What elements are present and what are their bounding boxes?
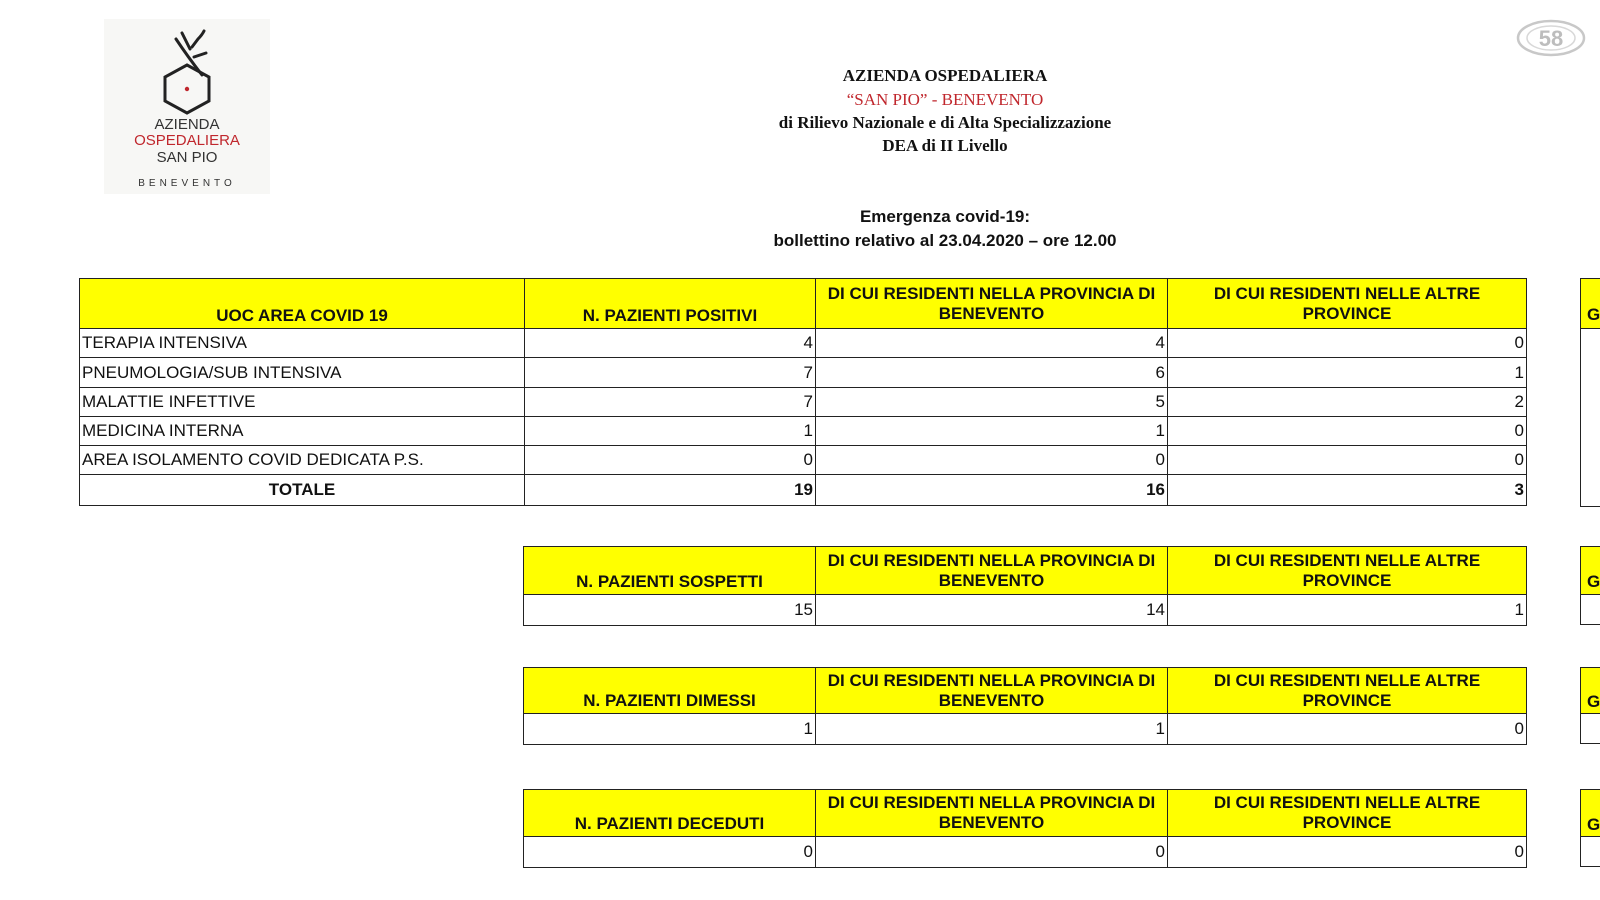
header-description: di Rilievo Nazionale e di Alta Specializzazione [778, 113, 1112, 132]
area-name: PNEUMOLOGIA/SUB INTENSIVA [80, 358, 525, 388]
cropped-header: G [1581, 668, 1600, 714]
table-row [80, 417, 1527, 446]
logo-text-azienda: AZIENDA [154, 116, 220, 133]
positivi-count: 4 [525, 329, 816, 358]
table-row [80, 446, 1527, 475]
header-subtitle: “SAN PIO” - BENEVENTO [846, 90, 1044, 109]
header-residents-other: DI CUI RESIDENTI NELLE ALTRE PROVINCE [1168, 279, 1527, 329]
header-residents-other: DI CUI RESIDENTI NELLE ALTRE PROVINCE [1168, 547, 1527, 595]
dimessi-table [523, 667, 1527, 745]
residents-benevento: 1 [816, 714, 1168, 745]
table-row [524, 714, 1527, 745]
sospetti-count: 15 [524, 595, 816, 626]
header-title: AZIENDA OSPEDALIERA [842, 66, 1048, 85]
residents-other: 1 [1168, 358, 1527, 388]
header-dimessi-count: N. PAZIENTI DIMESSI [524, 668, 816, 714]
header-residents-benevento: DI CUI RESIDENTI NELLA PROVINCIA DI BENEVENTO [816, 790, 1168, 837]
cropped-column [1580, 278, 1600, 507]
deceduti-count: 0 [524, 837, 816, 868]
bulletin-title: Emergenza covid-19: [859, 207, 1031, 226]
residents-benevento: 14 [816, 595, 1168, 626]
header-deceduti-count: N. PAZIENTI DECEDUTI [524, 790, 816, 837]
dimessi-count: 1 [524, 714, 816, 745]
header-area: UOC AREA COVID 19 [80, 279, 525, 329]
watermark-text: 58 [1538, 26, 1564, 51]
channel-watermark-icon [1516, 18, 1586, 58]
logo-text-san-pio: SAN PIO [156, 149, 218, 166]
residents-other: 0 [1168, 837, 1527, 868]
header-residents-benevento: DI CUI RESIDENTI NELLA PROVINCIA DI BENEVENTO [816, 279, 1168, 329]
residents-benevento: 4 [816, 329, 1168, 358]
residents-benevento: 5 [816, 388, 1168, 417]
cropped-column [1580, 667, 1600, 744]
header-sospetti-count: N. PAZIENTI SOSPETTI [524, 547, 816, 595]
table-row [80, 329, 1527, 358]
residents-other: 0 [1168, 714, 1527, 745]
residents-other: 0 [1168, 417, 1527, 446]
header-residents-other: DI CUI RESIDENTI NELLE ALTRE PROVINCE [1168, 668, 1527, 714]
residents-other: 1 [1168, 595, 1527, 626]
cropped-column [1580, 789, 1600, 867]
positivi-count: 0 [525, 446, 816, 475]
residents-benevento: 0 [816, 446, 1168, 475]
table-row [80, 358, 1527, 388]
total-row [80, 475, 1527, 506]
header-residents-other: DI CUI RESIDENTI NELLE ALTRE PROVINCE [1168, 790, 1527, 837]
deceduti-table [523, 789, 1527, 868]
positivi-table [79, 278, 1527, 506]
positivi-count: 1 [525, 417, 816, 446]
hexagon-branch-icon [154, 27, 220, 117]
cropped-header: G [1581, 790, 1600, 837]
area-name: TERAPIA INTENSIVA [80, 329, 525, 358]
header-residents-benevento: DI CUI RESIDENTI NELLA PROVINCIA DI BENEVENTO [816, 547, 1168, 595]
table-row [524, 837, 1527, 868]
table-row [524, 595, 1527, 626]
header-level: DEA di II Livello [882, 136, 1008, 155]
residents-benevento: 1 [816, 417, 1168, 446]
cropped-header: G [1581, 547, 1600, 595]
total-label: TOTALE [80, 475, 525, 506]
logo-text-benevento: BENEVENTO [138, 178, 236, 189]
total-positivi: 19 [525, 475, 816, 506]
total-residents-benevento: 16 [816, 475, 1168, 506]
header-residents-benevento: DI CUI RESIDENTI NELLA PROVINCIA DI BENEVENTO [816, 668, 1168, 714]
residents-other: 0 [1168, 446, 1527, 475]
bulletin-date: bollettino relativo al 23.04.2020 – ore 12.00 [773, 231, 1117, 250]
table-row [80, 388, 1527, 417]
residents-other: 2 [1168, 388, 1527, 417]
sospetti-table [523, 546, 1527, 626]
cropped-header: G [1581, 279, 1600, 329]
positivi-count: 7 [525, 358, 816, 388]
area-name: AREA ISOLAMENTO COVID DEDICATA P.S. [80, 446, 525, 475]
area-name: MALATTIE INFETTIVE [80, 388, 525, 417]
logo-text-ospedaliera: OSPEDALIERA [134, 132, 240, 149]
residents-benevento: 6 [816, 358, 1168, 388]
area-name: MEDICINA INTERNA [80, 417, 525, 446]
residents-benevento: 0 [816, 837, 1168, 868]
header-positivi-count: N. PAZIENTI POSITIVI [525, 279, 816, 329]
residents-other: 0 [1168, 329, 1527, 358]
positivi-count: 7 [525, 388, 816, 417]
hospital-logo [104, 19, 270, 194]
total-residents-other: 3 [1168, 475, 1527, 506]
cropped-column [1580, 546, 1600, 625]
